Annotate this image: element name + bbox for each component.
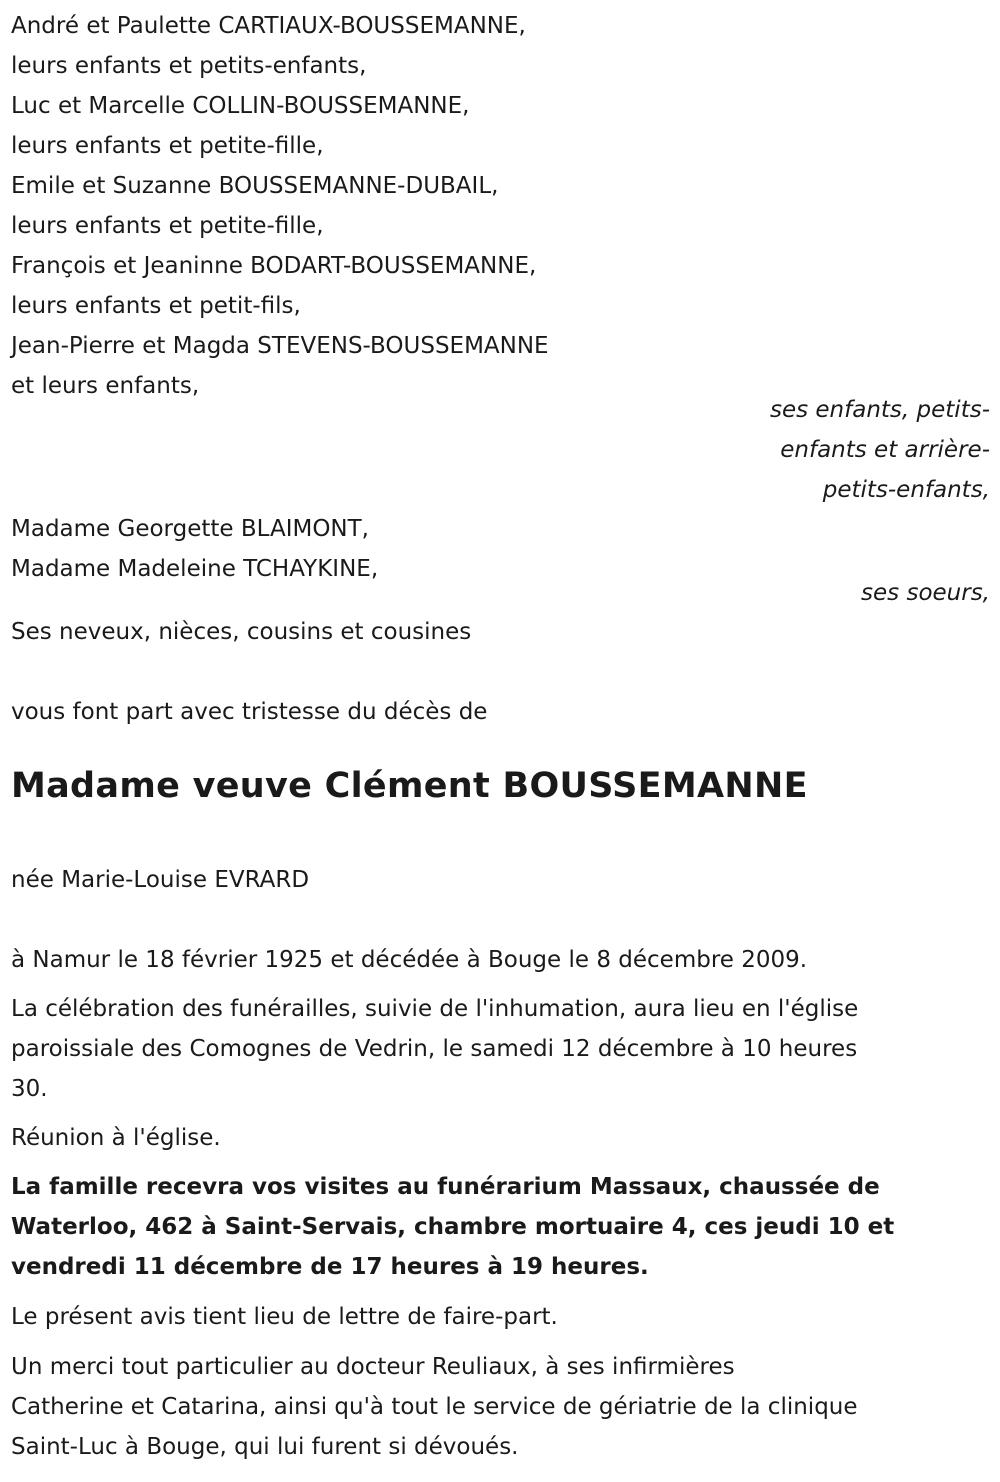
family-line: Emile et Suzanne BOUSSEMANNE-DUBAIL, (11, 173, 499, 199)
birth-name: née Marie-Louise EVRARD (11, 867, 310, 893)
thanks-line: Un merci tout particulier au docteur Reuliaux, à ses infirmières (11, 1354, 735, 1380)
sisters-role: ses soeurs, (861, 580, 990, 606)
sister-line: Madame Madeleine TCHAYKINE, (11, 556, 379, 582)
family-line: André et Paulette CARTIAUX-BOUSSEMANNE, (11, 13, 526, 39)
thanks-line: Catherine et Catarina, ainsi qu'à tout le service de gériatrie de la clinique (11, 1394, 858, 1420)
notice-line: Le présent avis tient lieu de lettre de faire-part. (11, 1304, 558, 1330)
family-line: leurs enfants et petite-fille, (11, 213, 324, 239)
children-role: enfants et arrière- (780, 437, 990, 463)
visits-line: La famille recevra vos visites au funérarium Massaux, chaussée de (11, 1174, 880, 1200)
deceased-name: Madame veuve Clément BOUSSEMANNE (11, 766, 808, 806)
children-role: petits-enfants, (822, 477, 990, 503)
family-line: leurs enfants et petite-fille, (11, 133, 324, 159)
family-line: Jean-Pierre et Magda STEVENS-BOUSSEMANNE (11, 333, 549, 359)
family-line: leurs enfants et petits-enfants, (11, 53, 367, 79)
dates-line: à Namur le 18 février 1925 et décédée à Bouge le 8 décembre 2009. (11, 947, 808, 973)
relatives-line: Ses neveux, nièces, cousins et cousines (11, 619, 472, 645)
family-line: Luc et Marcelle COLLIN-BOUSSEMANNE, (11, 93, 470, 119)
sister-line: Madame Georgette BLAIMONT, (11, 516, 369, 542)
funeral-line: La célébration des funérailles, suivie de l'inhumation, aura lieu en l'église (11, 996, 859, 1022)
children-role: ses enfants, petits- (769, 397, 990, 423)
funeral-line: paroissiale des Comognes de Vedrin, le samedi 12 décembre à 10 heures (11, 1036, 858, 1062)
announcement-line: vous font part avec tristesse du décès de (11, 699, 488, 725)
family-line: François et Jeaninne BODART-BOUSSEMANNE, (11, 253, 537, 279)
meeting-line: Réunion à l'église. (11, 1125, 221, 1151)
visits-line: vendredi 11 décembre de 17 heures à 19 heures. (11, 1254, 649, 1280)
family-line: et leurs enfants, (11, 373, 200, 399)
funeral-line: 30. (11, 1076, 48, 1102)
visits-line: Waterloo, 462 à Saint-Servais, chambre mortuaire 4, ces jeudi 10 et (11, 1214, 895, 1240)
thanks-line: Saint-Luc à Bouge, qui lui furent si dévoués. (11, 1434, 519, 1460)
family-line: leurs enfants et petit-fils, (11, 293, 301, 319)
